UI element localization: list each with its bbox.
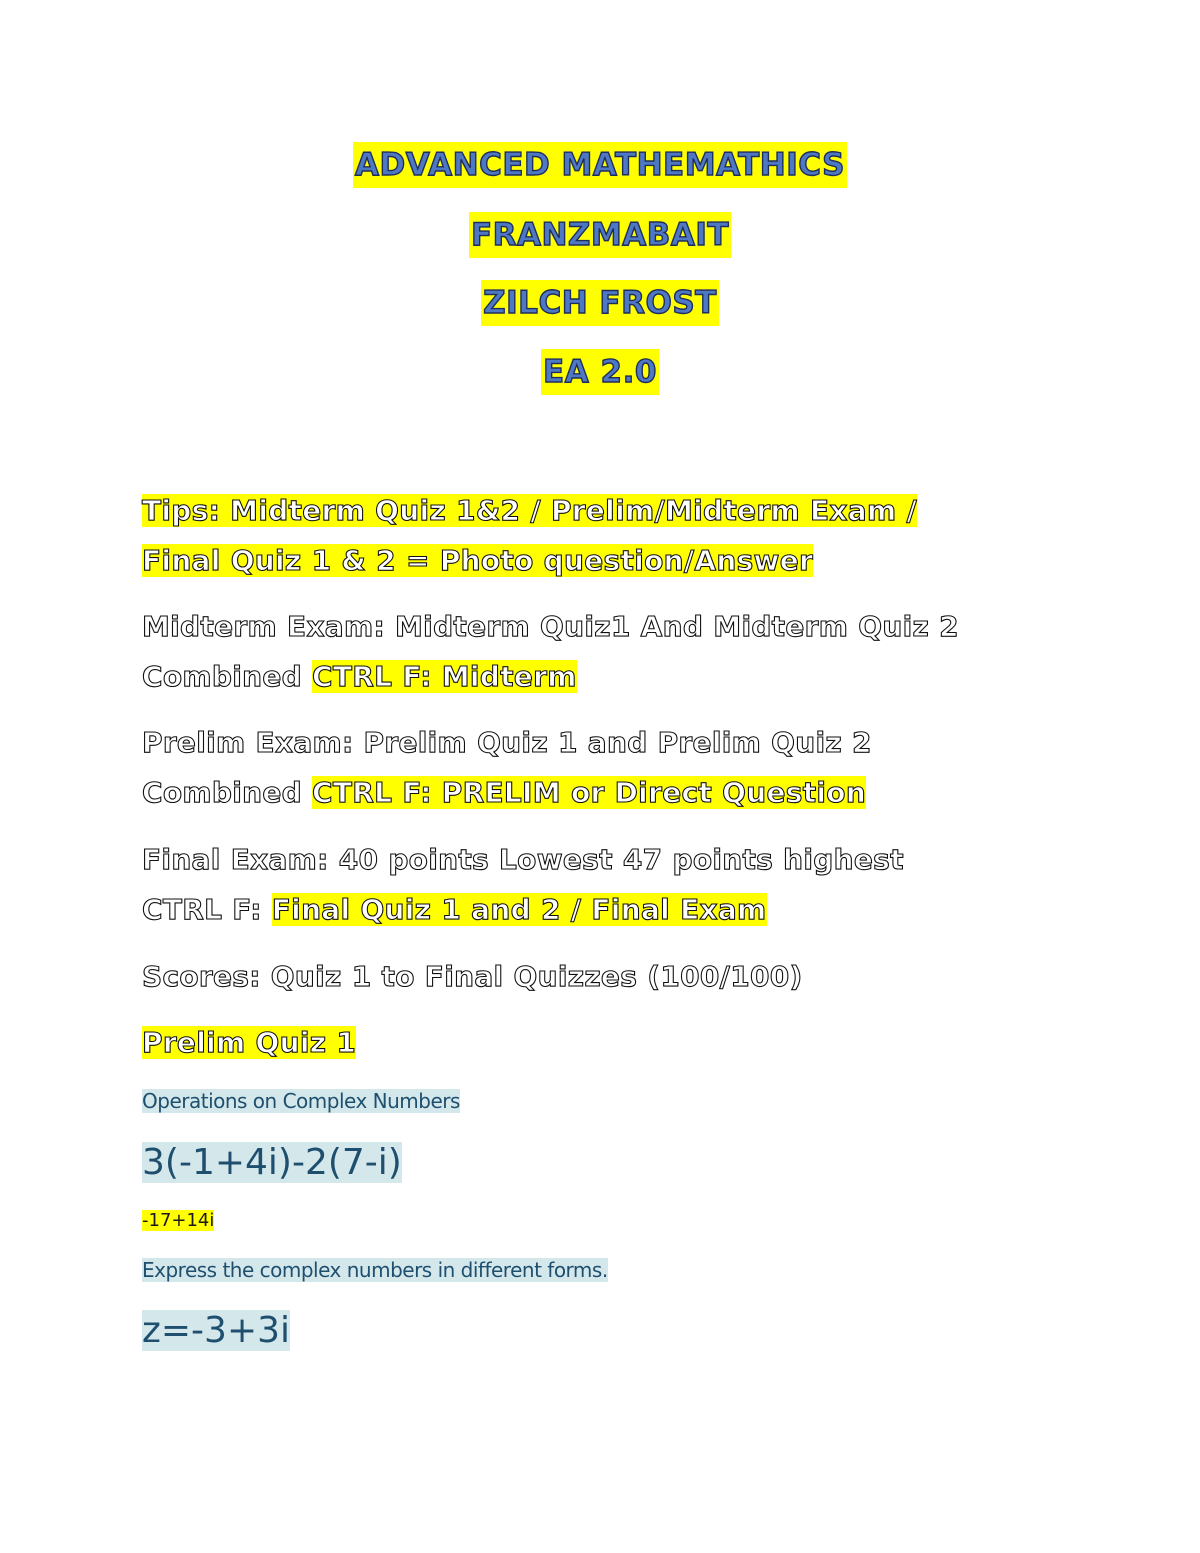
question-1-answer — [142, 1207, 214, 1235]
scores-line — [142, 952, 1062, 1002]
final-line-1: Final Exam: 40 points Lowest 47 points highest — [142, 843, 904, 876]
midterm-ctrlf-highlight: CTRL F: Midterm — [312, 660, 577, 693]
final-paragraph — [142, 835, 1062, 935]
title-line-4: EA 2.0 — [541, 349, 659, 395]
subtitle — [0, 280, 1200, 326]
section-title-text: Prelim Quiz 1 — [142, 1026, 357, 1059]
midterm-line-2-plain: Combined — [142, 660, 313, 693]
question-1-expression — [142, 1136, 402, 1190]
tips-line-1: Tips: Midterm Quiz 1&2 / Prelim/Midterm Exam / — [142, 494, 918, 527]
question-2-expression-text: z=-3+3i — [142, 1310, 291, 1351]
question-1-label-text: Operations on Complex Numbers — [142, 1089, 460, 1113]
title-line-2: FRANZMABAIT — [469, 212, 731, 258]
title-line-3: ZILCH FROST — [481, 280, 719, 326]
tips-paragraph — [142, 486, 1062, 586]
prelim-ctrlf-highlight: CTRL F: PRELIM or Direct Question — [312, 776, 867, 809]
question-2-expression — [142, 1304, 290, 1358]
author-name — [0, 212, 1200, 258]
prelim-line-2-plain: Combined — [142, 776, 313, 809]
scores-text: Scores: Quiz 1 to Final Quizzes (100/100) — [142, 960, 803, 993]
tips-line-2: Final Quiz 1 & 2 = Photo question/Answer — [142, 544, 814, 577]
final-line-2-plain: CTRL F: — [142, 893, 272, 926]
prelim-line-1: Prelim Exam: Prelim Quiz 1 and Prelim Quiz 2 — [142, 726, 872, 759]
section-title — [142, 1018, 1062, 1068]
version-label — [0, 349, 1200, 395]
question-2-label-text: Express the complex numbers in different forms. — [142, 1258, 608, 1282]
midterm-paragraph — [142, 602, 1062, 702]
question-1-label — [142, 1086, 460, 1116]
question-1-expression-text: 3(-1+4i)-2(7-i) — [142, 1142, 402, 1183]
question-1-answer-text: -17+14i — [142, 1210, 215, 1231]
title-line-1: ADVANCED MATHEMATHICS — [353, 142, 847, 188]
doc-title — [0, 142, 1200, 188]
final-ctrlf-highlight: Final Quiz 1 and 2 / Final Exam — [271, 893, 767, 926]
prelim-paragraph — [142, 718, 1062, 818]
midterm-line-1: Midterm Exam: Midterm Quiz1 And Midterm Quiz 2 — [142, 610, 959, 643]
question-2-label — [142, 1255, 608, 1285]
